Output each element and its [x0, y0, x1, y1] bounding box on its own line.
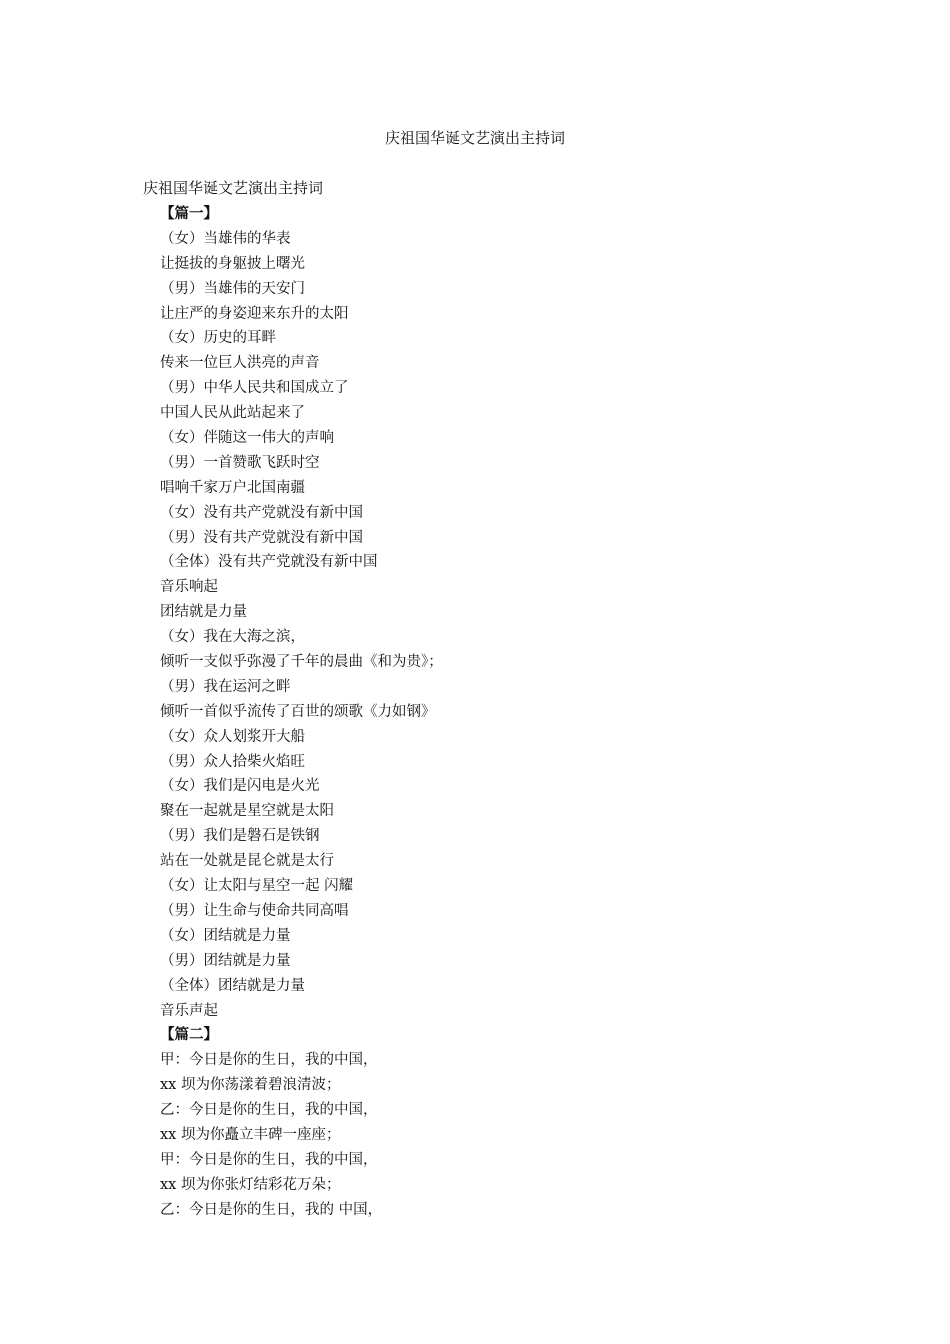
script-line: （男）一首赞歌飞跃时空 [160, 454, 320, 471]
script-line: 乙：今日是你的生日，我的 中国， [160, 1201, 383, 1218]
script-line: （男）我在运河之畔 [160, 678, 291, 695]
script-line: 让庄严的身姿迎来东升的太阳 [160, 305, 349, 322]
script-line: xx 坝为你矗立丰碑一座座； [160, 1126, 341, 1143]
script-line: （全体）没有共产党就没有新中国 [160, 554, 378, 571]
script-line: 团结就是力量 [160, 604, 247, 621]
script-line: 倾听一支似乎弥漫了千年的晨曲《和为贵》； [160, 654, 443, 671]
script-line: 中国人民从此站起来了 [160, 405, 305, 422]
script-line: xx 坝为你张灯结彩花万朵； [160, 1176, 341, 1193]
script-line: （女）我在大海之滨， [160, 629, 305, 646]
script-line: 聚在一起就是星空就是太阳 [160, 803, 334, 820]
script-line: 乙：今日是你的生日，我的中国， [160, 1102, 378, 1119]
script-line: 倾听一首似乎流传了百世的颂歌《力如钢》 [160, 703, 436, 720]
script-line: 让挺拔的身躯披上曙光 [160, 255, 305, 272]
script-line: 音乐响起 [160, 579, 218, 596]
host-script-lines [160, 202, 880, 1223]
script-line: xx 坝为你荡漾着碧浪清波； [160, 1077, 341, 1094]
script-line: （全体）团结就是力量 [160, 977, 305, 994]
section-heading: 【篇二】 [160, 1026, 218, 1044]
script-line: （男）当雄伟的天安门 [160, 280, 305, 297]
script-line: （男）团结就是力量 [160, 952, 291, 969]
script-line: 站在一处就是昆仑就是太行 [160, 853, 334, 870]
document-subtitle: 庆祖国华诞文艺演出主持词 [143, 179, 324, 197]
script-line: 甲：今日是你的生日，我的中国， [160, 1052, 378, 1069]
script-line: （男）中华人民共和国成立了 [160, 380, 349, 397]
script-line: （女）我们是闪电是火光 [160, 778, 320, 795]
script-line: （男）众人拾柴火焰旺 [160, 753, 305, 770]
script-line: （女）没有共产党就没有新中国 [160, 504, 363, 521]
script-line: 音乐声起 [160, 1002, 218, 1019]
script-line: 唱响千家万户北国南疆 [160, 479, 305, 496]
script-line: （女）伴随这一伟大的声响 [160, 430, 334, 447]
script-line: （男）没有共产党就没有新中国 [160, 529, 363, 546]
script-line: （女）让太阳与星空一起 闪耀 [160, 878, 354, 895]
document-title: 庆祖国华诞文艺演出主持词 [384, 129, 565, 147]
script-line: （女）众人划浆开大船 [160, 728, 305, 745]
script-line: （男）让生命与使命共同高唱 [160, 902, 349, 919]
script-line: （女）团结就是力量 [160, 927, 291, 944]
script-line: （女）当雄伟的华表 [160, 230, 291, 247]
section-heading: 【篇一】 [160, 205, 218, 222]
script-line: 传来一位巨人洪亮的声音 [160, 355, 320, 372]
script-line: 甲：今日是你的生日，我的中国， [160, 1151, 378, 1168]
script-line: （男）我们是磐石是铁钢 [160, 828, 320, 845]
script-line: （女）历史的耳畔 [160, 330, 276, 347]
